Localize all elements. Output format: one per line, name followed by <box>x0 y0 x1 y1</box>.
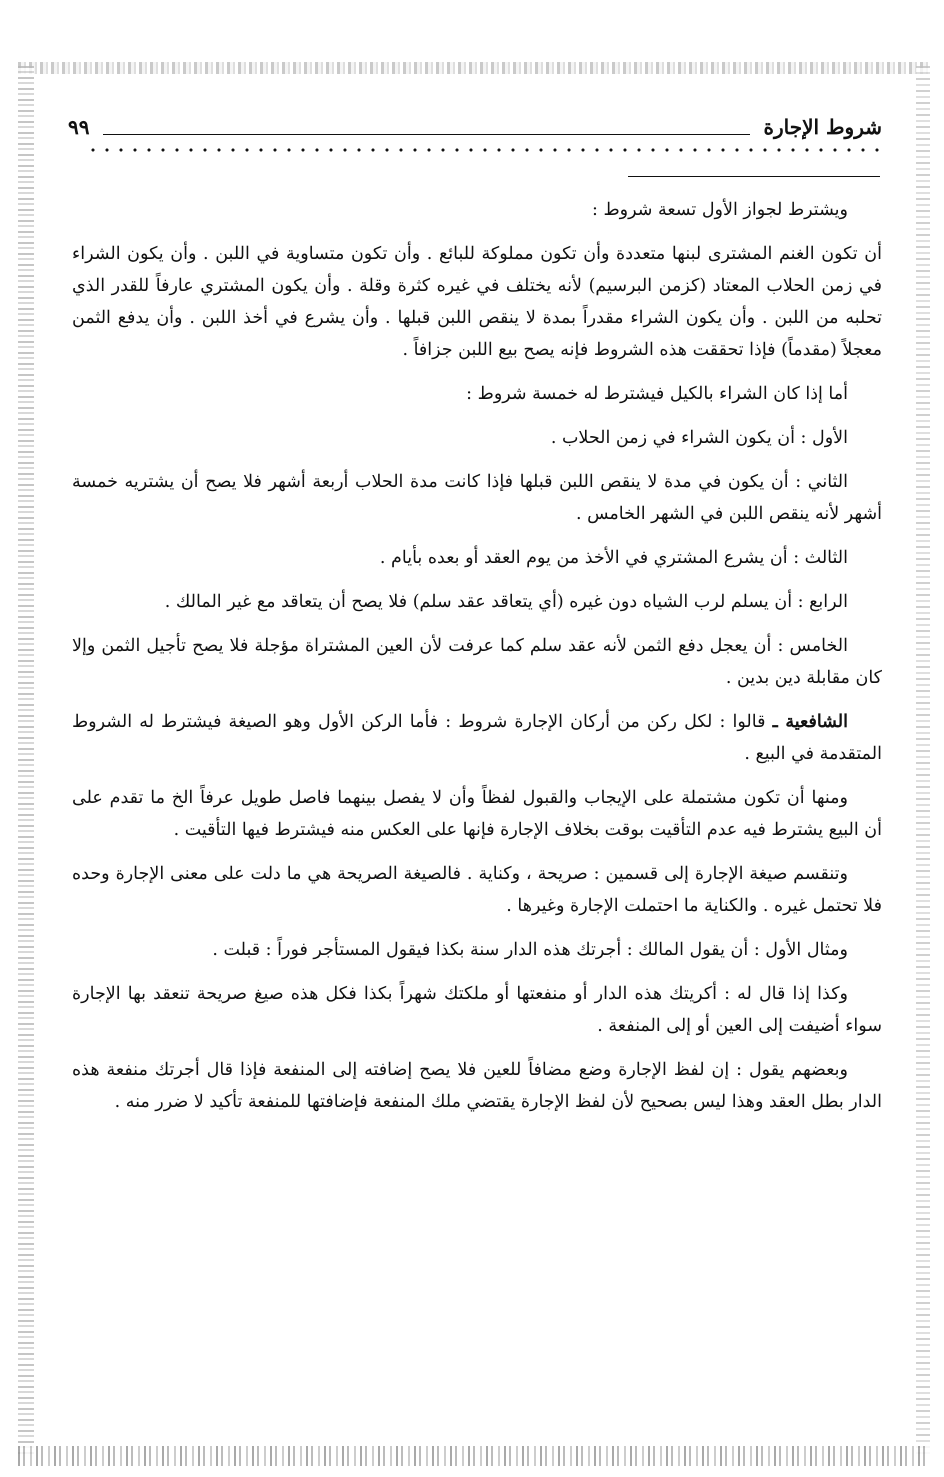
page-header <box>68 110 882 144</box>
decorative-border-top <box>18 62 930 74</box>
paragraph <box>72 706 882 770</box>
header-rule <box>103 120 749 135</box>
paragraph: الأول : أن يكون الشراء في زمن الحلاب . <box>550 428 848 448</box>
section-rule <box>628 176 880 177</box>
body-text <box>72 194 882 1130</box>
decorative-border-left <box>18 66 34 1457</box>
paragraph: وبعضهم يقول : إن لفظ الإجارة وضع مضافاً للعين فلا يصح إضافته إلى المنفعة فإذا قال أجرتك منفعة هذه الدار بطل العقد وهذا ليس بصحيح لأن لفظ الإجارة يقتضي ملك المنفعة فإضافتها للمنفعة تأكيد لا ضرر منه . <box>72 1060 882 1112</box>
paragraph-text: قالوا : لكل ركن من أركان الإجارة شروط : فأما الركن الأول وهو الصيغة فيشترط له الشروط المتقدمة في البيع . <box>72 712 882 764</box>
running-title: شروط الإجارة <box>763 115 882 139</box>
page-number: ٩٩ <box>68 115 90 139</box>
decorative-border-right <box>916 66 930 1457</box>
paragraph: أما إذا كان الشراء بالكيل فيشترط له خمسة شروط : <box>466 384 848 404</box>
paragraph: وتنقسم صيغة الإجارة إلى قسمين : صريحة ، وكناية . فالصيغة الصريحة هي ما دلت على معنى الإجارة وحده فلا تحتمل غيره . والكناية ما احتملت الإجارة وغيرها . <box>72 864 882 916</box>
paragraph: الثاني : أن يكون في مدة لا ينقص اللبن قبلها فإذا كانت مدة الحلاب أربعة أشهر فلا يصح أن يشتريه خمسة أشهر لأنه ينقص اللبن في الشهر الخامس . <box>72 472 882 524</box>
paragraph: ومنها أن تكون مشتملة على الإيجاب والقبول لفظاً وأن لا يفصل بينهما فاصل طويل عرفاً الخ ما تقدم على أن البيع يشترط فيه عدم التأقيت بوقت بخلاف الإجارة فإنها على العكس منه فيشترط فيها التأقيت . <box>72 788 882 840</box>
paragraph: ومثال الأول : أن يقول المالك : أجرتك هذه الدار سنة بكذا فيقول المستأجر فوراً : قبلت . <box>212 940 848 960</box>
paragraph: ويشترط لجواز الأول تسعة شروط : <box>591 200 848 220</box>
decorative-border-bottom <box>18 1446 930 1466</box>
paragraph: وكذا إذا قال له : أكريتك هذه الدار أو منفعتها أو ملكتك شهراً بكذا فكل هذه صيغ صريحة تنعقد بها الإجارة سواء أضيفت إلى العين أو إلى المنفعة . <box>72 984 882 1036</box>
paragraph: أن تكون الغنم المشترى لبنها متعددة وأن تكون مملوكة للبائع . وأن تكون متساوية في اللبن . وأن يكون الشراء في زمن الحلاب المعتاد (كزمن البرسيم) لأنه يختلف في غيره كثرة وقلة . وأن يكون المشتري عارفاً للقدر الذي تحلبه من اللبن . وأن يكون الشراء مقدراً بمدة لا ينقص اللبن قبلها . وأن يشرع في أخذ اللبن . وأن يدفع الثمن معجلاً (مقدماً) فإذا تحققت هذه الشروط فإنه يصح بيع اللبن جزافاً . <box>72 244 882 360</box>
paragraph: الرابع : أن يسلم لرب الشياه دون غيره (أي يتعاقد عقد سلم) فلا يصح أن يتعاقد مع غير المالك . <box>164 592 848 612</box>
paragraph: الخامس : أن يعجل دفع الثمن لأنه عقد سلم كما عرفت لأن العين المشتراة مؤجلة فلا يصح تأجيل الثمن وإلا كان مقابلة دين بدين . <box>72 636 882 688</box>
paragraph: الثالث : أن يشرع المشتري في الأخذ من يوم العقد أو بعده بأيام . <box>379 548 848 568</box>
dotted-separator <box>86 146 882 154</box>
school-name: الشافعية ـ <box>772 712 848 732</box>
